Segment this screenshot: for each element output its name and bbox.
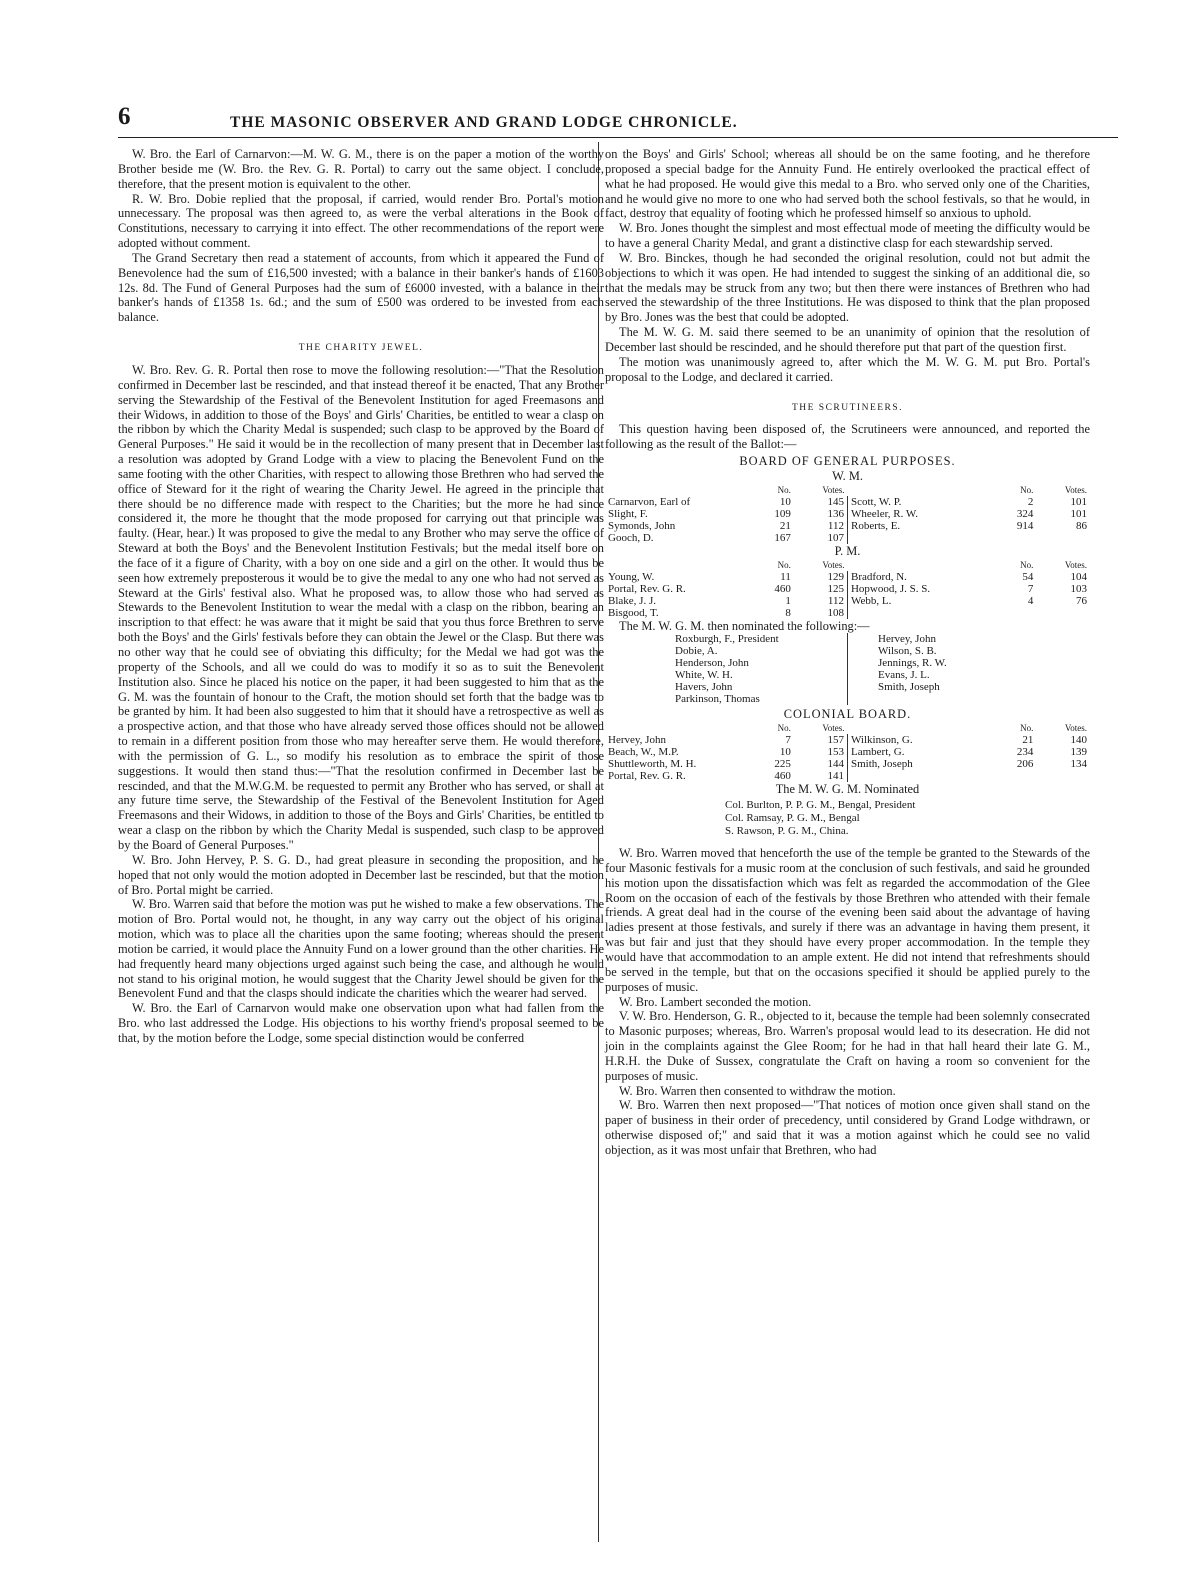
paragraph: The M. W. G. M. then nominated the following:—: [619, 618, 870, 633]
colonial-board-heading: COLONIAL BOARD.: [783, 707, 912, 722]
table-row: Dobie, A. Wilson, S. B.: [605, 645, 1090, 657]
table-row: Roxburgh, F., President Hervey, John: [605, 633, 1090, 645]
column-header-no: No.: [777, 559, 791, 570]
column-header-votes: Votes.: [822, 723, 845, 734]
list-item: Col. Burlton, P. P. G. M., Bengal, President: [725, 799, 916, 812]
section-heading-scrutineers: THE SCRUTINEERS.: [791, 402, 904, 413]
page-number: 6: [118, 103, 131, 130]
table-row: White, W. H. Evans, J. L.: [605, 669, 1090, 681]
table-row: Gooch, D. 167 107: [605, 532, 1090, 544]
paragraph: This question having been disposed of, the Scrutineers were announced, and reported the following as the result of the Ballot:—: [605, 422, 1090, 452]
paragraph: W. Bro. John Hervey, P. S. G. D., had great pleasure in seconding the proposition, and he hoped that not only would the motion adopted in December last be rescinded, but that the motion of Bro. Portal might be carried.: [118, 852, 604, 897]
list-item: S. Rawson, P. G. M., China.: [725, 825, 849, 838]
table-row: Blake, J. J. 1 112 Webb, L. 4 76: [608, 594, 1087, 607]
table-row: Shuttleworth, M. H. 225 144 Smith, Joseph 206 134: [608, 758, 1087, 771]
column-header-no: No.: [777, 723, 791, 734]
table-row: Hervey, John 7 157 Wilkinson, G. 21 140: [608, 734, 1087, 747]
column-header-no: No.: [1020, 559, 1034, 570]
paragraph: R. W. Bro. Dobie replied that the proposal, if carried, would render Bro. Portal's motion unnecessary. The proposal was then agreed to, as were the verbal alterations in the Book of Constitutions, necessary to carrying it into effect. The other recommendations of the report were adopted without comment.: [118, 191, 604, 251]
column-header-no: No.: [1020, 723, 1034, 734]
section-heading-charity-jewel: THE CHARITY JEWEL.: [298, 343, 424, 354]
pm-heading: P. M.: [834, 543, 861, 558]
list-item: Col. Ramsay, P. G. M., Bengal: [725, 812, 860, 825]
right-column: [605, 147, 1090, 1158]
running-head: THE MASONIC OBSERVER AND GRAND LODGE CHRONICLE.: [230, 114, 738, 131]
column-header-votes: Votes.: [1064, 559, 1087, 570]
paragraph: The M. W. G. M. said there seemed to be an unanimity of opinion that the resolution of December last should be rescinded, and he should therefore put that part of the question first.: [605, 325, 1090, 354]
table-row: Parkinson, Thomas: [605, 693, 1090, 705]
column-header-votes: Votes.: [822, 559, 845, 570]
paragraph: W. Bro. Rev. G. R. Portal then rose to move the following resolution:—"That the Resolution confirmed in December last be rescinded, and that instead thereof it be enacted, That any Brother serving the Stewardship of the Festival of the Benevolent Institution for aged Freemasons and their Widows, in addition to those of the Boys' and Girls' Charities, be entitled to wear a clasp on the ribbon by which the Charity Medal is suspended; such clasp to be approved by the Board of General Purposes." He said it would be in the recollection of many present that in December last a resolution was adopted by Grand Lodge with a view to placing the Benevolent Fund on the same footing with the other Charities, with respect to allowing those Brethren who had served the office of Steward for it the right of wearing the Charity Jewel. He agreed in the principle that there should be no difference made with respect to the Charities; but the more he had since considered it, the more he thought that the mode proposed for carrying out that principle was faulty. (Hear, hear.) It was proposed to give the medal to any Brother who may serve the office of Steward at both the Boys' and the Benevolent Institution Festivals; but the medal itself bore on the face of it a figure of Charity, with a boy on one side and a girl on the other. It would thus be seen how extremely preposterous it would be to give the medal to any one who had not served as Steward at the Girls' festival also. What he proposed was, to allow those who had served as Stewards to the Benevolent Institution to wear the medal with a clasp on the ribbon, bearing an inscription to that effect: he was aware that it might be said that you thus force Brethren to serve both the Boys' and the Girls' festivals before they can obtain the Jewel or the Clasp. But there was no other way that he could see of obviating this difficulty; for the Medal we had got was the property of the Schools, and all we could do was to modify it so as to suit the Benevolent Institution also. Since he placed his notice on the paper, it had been suggested to him that as the G. M. was the fountain of honour to the Craft, the motion should set forth that the badge was to be granted by him. It had been also suggested to him that it should have a retrospective as well as a prospective action, and that those who have already served those offices should not be allowed to remain in a different position from those who may hereafter serve them. He would therefore, with the permission of G. L., so modify his resolution as to embrace the spirit of those suggestions. It would then stand thus:—"That the resolution confirmed in December last be rescinded, and that the M.W.G.M. be requested to permit any Brother who has served, or shall at any future time serve, the Stewardship of the Festival of the Benevolent Institution for Aged Freemasons and their Widows, in addition to those of the Boys and Girls' Charities, be entitled to wear a clasp on the ribbon by which the Charity Medal is suspended, such clasp to be approved by the Board of General Purposes.": [118, 362, 604, 852]
paragraph: W. Bro. Warren then consented to withdraw the motion.: [619, 1083, 896, 1098]
paragraph: V. W. Bro. Henderson, G. R., objected to it, because the temple had been solemnly consecrated to Masonic purposes; whereas, Bro. Warren's proposal would lead to its desecration. He did not join in the complaints against the Glee Room; for he had in that hall heard their late G. M., H.R.H. the Duke of Sussex, congratulate the Craft on having a room so convenient for the purposes of music.: [605, 1009, 1090, 1083]
paragraph: The Grand Secretary then read a statement of accounts, from which it appeared the Fund of Benevolence had the sum of £16,500 invested; with a balance in their banker's hands of £1603 12s. 8d. The Fund of General Purposes had the sum of £6000 invested, with a balance in their banker's hands of £1358 1s. 6d.; and the sum of £500 was ordered to be invested from each balance.: [118, 250, 604, 325]
column-header-no: No.: [1020, 484, 1034, 495]
pm-ballot-table: [605, 559, 1090, 619]
paragraph: W. Bro. Jones thought the simplest and most effectual mode of meeting the difficulty would be to have a general Charity Medal, and grant a distinctive clasp for each stewardship served.: [605, 221, 1090, 251]
wm-heading: W. M.: [832, 468, 863, 483]
wm-ballot-table: [605, 484, 1090, 544]
table-row: Henderson, John Jennings, R. W.: [605, 657, 1090, 669]
column-header-votes: Votes.: [822, 484, 845, 495]
nominee-table: [605, 633, 1090, 705]
board-general-purposes-heading: BOARD OF GENERAL PURPOSES.: [739, 454, 956, 469]
top-rule: [118, 137, 1118, 138]
paragraph: W. Bro. Warren moved that henceforth the use of the temple be granted to the Stewards of the four Masonic festivals for a music room at the conclusion of such festivals, and said he grounded his motion upon the dissatisfaction which was felt as regarded the accommodation of the Glee Room on the occasion of each of the festivals by those Brethren who attended with their female friends. A great deal had in the course of the evening been said about the advantage of having ladies present at those festivals, and surely if there was an advantage in having them present, it was but fair and just that they should have every proper accommodation. In the temple they would have that accommodation to an ample extent. He did not intend that refreshments should be served in the temple, but that on the occasions specified it should be applied purely to the purposes of music.: [605, 846, 1090, 994]
paragraph: on the Boys' and Girls' School; whereas all should be on the same footing, and he therefore proposed a special badge for the Annuity Fund. He entirely overlooked the practical effect of what he had proposed. He would give this medal to a Bro. who served only one of the Charities, and he would give no more to one who had served both the school festivals, so that he would, in fact, destroy that equality of footing which he professed himself so anxious to uphold.: [605, 147, 1090, 221]
paragraph: W. Bro. Binckes, though he had seconded the original resolution, could not but admit the objections to which it was open. He had intended to suggest the sinking of an additional die, so that the medals may be struck from any two; but then there were instances of Brethren who had served the stewardship of the three Institutions. He was disposed to think that the plan proposed by Bro. Jones was the best that could be adopted.: [605, 250, 1090, 325]
colonial-nominated-heading: The M. W. G. M. Nominated: [775, 782, 920, 797]
colonial-ballot-table: [605, 722, 1090, 782]
table-row: Portal, Rev. G. R. 460 141: [605, 770, 1090, 782]
table-row: Havers, John Smith, Joseph: [605, 681, 1090, 693]
table-row: Bisgood, T. 8 108: [605, 607, 1090, 619]
paragraph: W. Bro. Warren then next proposed—"That notices of motion once given shall stand on the paper of business in their order of precedency, until considered by Grand Lodge withdrawn, or otherwise disposed of;" and said that it was a motion against which he could see no valid objection, as it was most unfair that Brethren, who had: [605, 1098, 1090, 1157]
paragraph: The motion was unanimously agreed to, after which the M. W. G. M. put Bro. Portal's proposal to the Lodge, and declared it carried.: [605, 354, 1090, 384]
colonial-nominee-list: [725, 799, 1090, 838]
paragraph: W. Bro. the Earl of Carnarvon:—M. W. G. M., there is on the paper a motion of the worthy Brother beside me (W. Bro. the Rev. G. R. Portal) to carry out the same object. I conclude, therefore, that the present motion is equivalent to the other.: [118, 147, 604, 191]
column-header-no: No.: [777, 484, 791, 495]
paragraph: W. Bro. the Earl of Carnarvon would make one observation upon what had fallen from the Bro. who last addressed the Lodge. His objections to his worthy friend's proposal seemed to be that, by the motion before the Lodge, some special distinction would be conferred: [118, 1001, 604, 1045]
column-header-votes: Votes.: [1064, 484, 1087, 495]
left-column: [118, 147, 604, 1046]
table-row: Slight, F. 109 136 Wheeler, R. W. 324 101: [608, 507, 1087, 520]
table-row: Portal, Rev. G. R. 460 125 Hopwood, J. S. S. 7 103: [608, 582, 1087, 595]
table-row: Young, W. 11 129 Bradford, N. 54 104: [608, 570, 1087, 583]
table-row: Carnarvon, Earl of 10 145 Scott, W. P. 2 101: [608, 495, 1087, 508]
table-row: Symonds, John 21 112 Roberts, E. 914 86: [608, 519, 1087, 532]
paragraph: W. Bro. Lambert seconded the motion.: [619, 994, 812, 1009]
table-row: Beach, W., M.P. 10 153 Lambert, G. 234 139: [608, 746, 1087, 759]
column-header-votes: Votes.: [1064, 723, 1087, 734]
paragraph: W. Bro. Warren said that before the motion was put he wished to make a few observations. The motion of Bro. Portal would not, he thought, in any way carry out the object of his original motion, which was to place all the charities upon the same footing; whereas should the present motion be carried, it would place the Annuity Fund on a lower ground than the other charities. He had frequently heard many objections urged against such being the case, and although he would not stand to his original motion, he would suggest that the Charity Jewel should be given for the Benevolent Fund and that the clasps should indicate the charities which the wearer had served.: [118, 897, 604, 1001]
